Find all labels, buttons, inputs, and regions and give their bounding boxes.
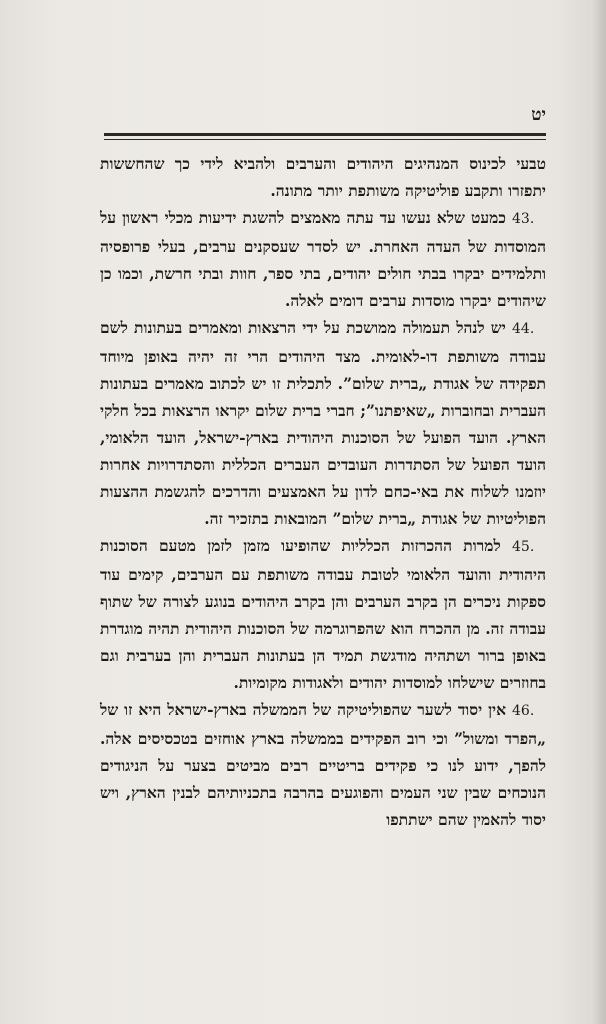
page-spine-shadow xyxy=(592,0,606,1024)
page-number: יט xyxy=(531,105,546,125)
paragraph-continued xyxy=(100,150,546,204)
paragraph-number: 44. xyxy=(512,321,535,337)
paragraph-text: כמעט שלא נעשו עד עתה מאמצים להשגת ידיעות מכלי ראשון על המוסדות של העדה האחרת. יש לסדר שעסקנים ערבים, בעלי פרופסיה ותלמידים יבקרו בבתי חולים יהודים, בתי ספר, חוות ובתי חרשת, וכמו כן שיהודים יבקרו מוסדות ערבים דומים לאלה. xyxy=(100,208,546,310)
paragraph-text: טבעי לכינוס המנהיגים היהודים והערבים ולהביא לידי כך שהחששות יתפזרו ותקבע פוליטיקה משותפת יותר מתונה. xyxy=(100,154,546,200)
page-body xyxy=(100,150,546,833)
paragraph-43 xyxy=(100,204,546,314)
paragraph-text: אין יסוד לשער שהפוליטיקה של הממשלה בארץ-ישראל היא זו של „הפרד ומשול” וכי רוב הפקידים בממשלה בארץ אוחזים בטכסיסים אלה. להפך, ידוע לנו כי פקידים בריטיים רבים מביטים בצער על הניגודים הנוכחים שבין שני העמים והפוגעים בהרבה בתכניותיהם לבנין הארץ, ויש יסוד להאמין שהם ישתתפו xyxy=(100,700,546,829)
paragraph-number: 46. xyxy=(512,703,535,719)
paragraph-45 xyxy=(100,532,546,696)
paragraph-46 xyxy=(100,696,546,833)
paragraph-text: למרות ההכרזות הכלליות שהופיעו מזמן לזמן מטעם הסוכנות היהודית והועד הלאומי לטובת עבודה משותפת עם הערבים, קימים עוד ספקות ניכרים הן בקרב הערבים והן בקרב היהודים בנוגע לצורה של שתוף עבודה זה. מן ההכרח הוא שהפרוגרמה של הסוכנות היהודית תהיה מוגדרת באופן ברור ושתהיה מודגשת תמיד הן בעתונות העברית והן בערבית וגם בחוזרים שישלחו למוסדות יהודים ולאגודות מקומיות. xyxy=(100,536,546,692)
paragraph-text: יש לנהל תעמולה ממושכת על ידי הרצאות ומאמרים בעתונות לשם עבודה משותפת דו-לאומית. מצד היהודים הרי זה יהיה באופן מיוחד תפקידה של אגודת „ברית שלום”. לתכלית זו יש לכתוב מאמרים בעתונות העברית ובחוברות „שאיפתנו”; חברי ברית שלום יקראו הרצאות בכל חלקי הארץ. הועד הפועל של הסוכנות היהודית בארץ-ישראל, הועד הלאומי, הועד הפועל של הסתדרות העובדים העברים הכללית והסתדרויות אחרות יוזמנו לשלוח את באי-כחם לדון על האמצעים והדרכים להגשמת ההצעות הפוליטיות של אגודת „ברית שלום” המובאות בתזכיר זה. xyxy=(100,318,546,528)
header-rule-thin xyxy=(104,139,546,140)
page-header xyxy=(104,105,546,145)
paragraph-number: 45. xyxy=(512,539,535,555)
paragraph-44 xyxy=(100,314,546,532)
header-rule xyxy=(104,133,546,136)
paragraph-number: 43. xyxy=(512,211,535,227)
